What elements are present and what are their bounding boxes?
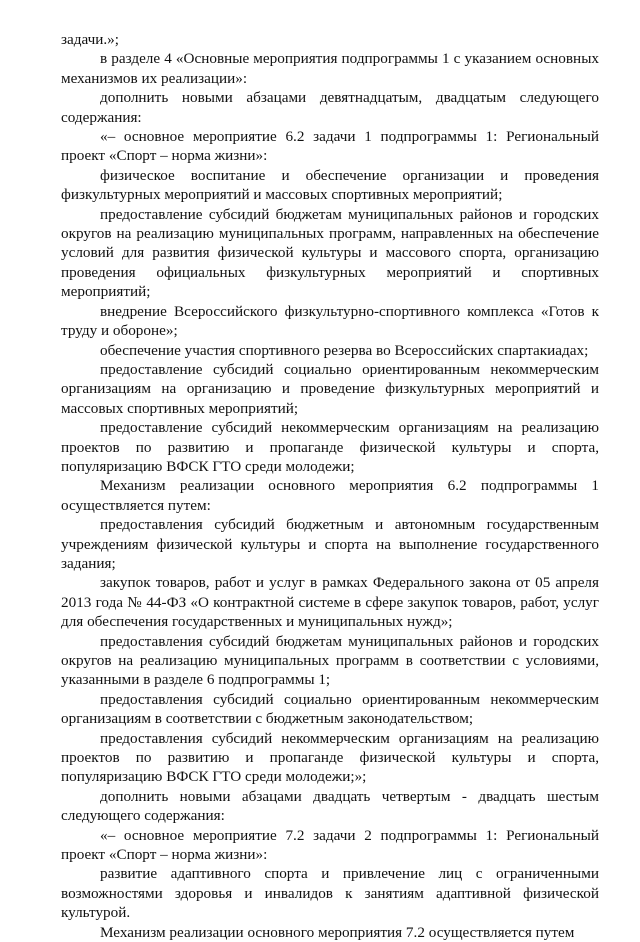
paragraph-15: предоставления субсидий социально ориентированным некоммерческим организациям в соответствии с бюджетным законодательством; [61, 690, 599, 728]
paragraph-1: задачи.»; [61, 31, 119, 48]
paragraph-13: закупок товаров, работ и услуг в рамках Федерального закона от 05 апреля 2013 года № 44-ФЗ «О контрактной системе в сфере закупок товаров, работ, услуг для обеспечения государственных и муниципальных нужд»; [61, 574, 599, 631]
paragraph-12: предоставления субсидий бюджетным и автономным государственным учреждениям физической культуры и спорта на выполнение государственного задания; [61, 516, 599, 572]
paragraph-16: предоставления субсидий некоммерческим организациям на реализацию проектов по развитию и пропаганде физической культуры и спорта, популяризацию ВФСК ГТО среди молодежи;»; [61, 729, 599, 786]
paragraph-4: «– основное мероприятие 6.2 задачи 1 подпрограммы 1: Региональный проект «Спорт – норма жизни»: [61, 128, 599, 165]
paragraph-17: дополнить новыми абзацами двадцать четвертым - двадцать шестым следующего содержания: [61, 787, 599, 825]
paragraph-6: предоставление субсидий бюджетам муниципальных районов и городских округов на реализацию муниципальных программ, направленных на обеспечение условий для развития физической культуры и массового спорта, организацию проведения официальных физкультурных мероприятий и спортивных мероприятий; [61, 205, 599, 301]
paragraph-14: предоставления субсидий бюджетам муниципальных районов и городских округов на реализацию муниципальных программ в соответствии с условиями, указанными в разделе 6 подпрограммы 1; [61, 632, 599, 689]
paragraph-3: дополнить новыми абзацами девятнадцатым, двадцатым следующего содержания: [61, 89, 599, 126]
paragraph-5: физическое воспитание и обеспечение организации и проведения физкультурных мероприятий и массовых спортивных мероприятий; [61, 166, 599, 204]
paragraph-9: предоставление субсидий социально ориентированным некоммерческим организациям на организацию и проведение физкультурных мероприятий и массовых спортивных мероприятий; [61, 360, 599, 417]
paragraph-8: обеспечение участия спортивного резерва во Всероссийских спартакиадах; [100, 341, 589, 359]
paragraph-20: Механизм реализации основного мероприятия 7.2 осуществляется путем [100, 923, 575, 941]
paragraph-10: предоставление субсидий некоммерческим организациям на реализацию проектов по развитию и пропаганде физической культуры и спорта, популяризацию ВФСК ГТО среди молодежи; [61, 419, 599, 475]
paragraph-2: в разделе 4 «Основные мероприятия подпрограммы 1 с указанием основных механизмов их реализации»: [61, 50, 599, 87]
paragraph-18: «– основное мероприятие 7.2 задачи 2 подпрограммы 1: Региональный проект «Спорт – норма жизни»: [61, 826, 599, 864]
paragraph-11: Механизм реализации основного мероприятия 6.2 подпрограммы 1 осуществляется путем: [61, 477, 599, 514]
paragraph-19: развитие адаптивного спорта и привлечение лиц с ограниченными возможностями здоровья и инвалидов к занятиям адаптивной физической культурой. [61, 865, 599, 922]
paragraph-7: внедрение Всероссийского физкультурно-спортивного комплекса «Готов к труду и обороне»; [61, 302, 599, 340]
